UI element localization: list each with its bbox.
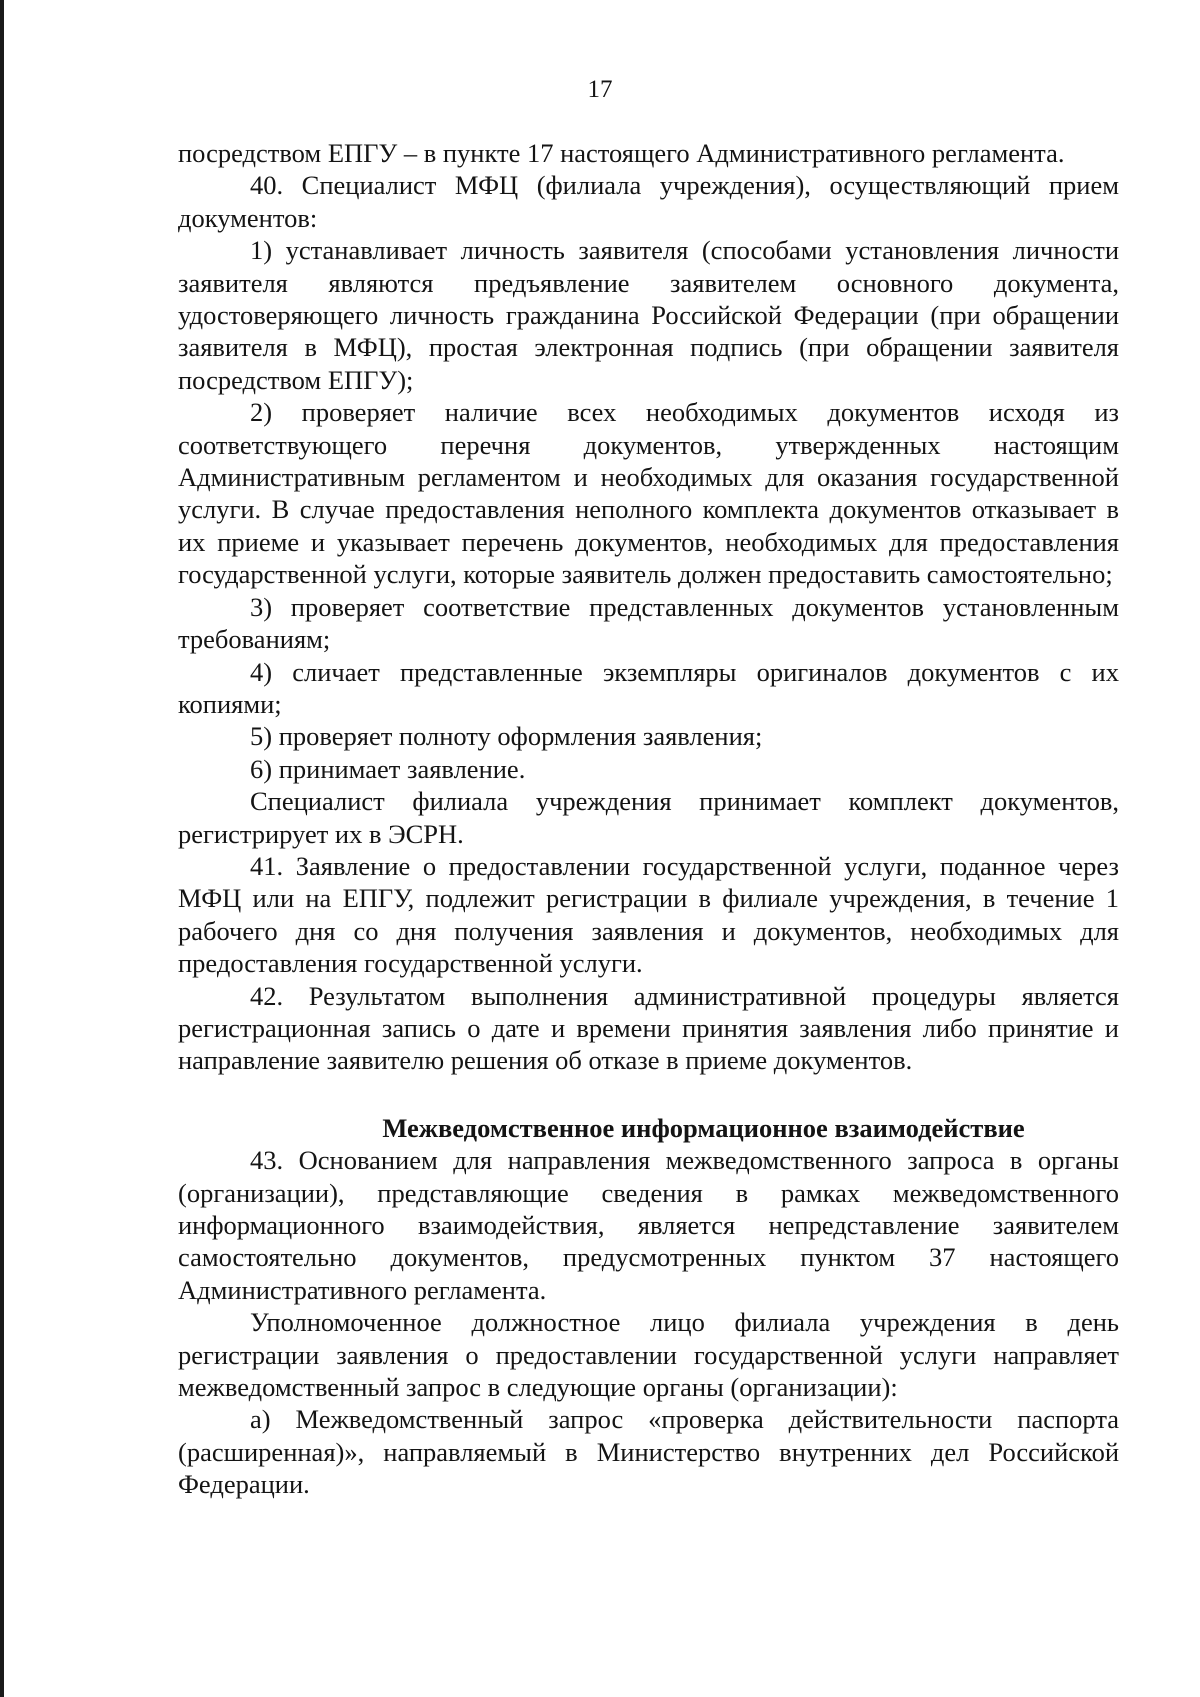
list-item-2: 2) проверяет наличие всех необходимых документов исходя из соответствующего перечня документов, утвержденных настоящим Административным регламентом и необходимых для оказания государственной услуги. В случае предоставления неполного комплекта документов отказывает в их приеме и указывает перечень документов, необходимых для предоставления государственной услуги, которые заявитель должен предоставить самостоятельно; xyxy=(178,397,1119,590)
list-item-1: 1) устанавливает личность заявителя (способами установления личности заявителя являются предъявление заявителем основного документа, удостоверяющего личность гражданина Российской Федерации (при обращении заявителя в МФЦ), простая электронная подпись (при обращении заявителя посредством ЕПГУ); xyxy=(178,235,1119,395)
list-item-4: 4) сличает представленные экземпляры оригиналов документов с их копиями; xyxy=(178,656,1119,719)
paragraph-authorized-official: Уполномоченное должностное лицо филиала учреждения в день регистрации заявления о предоставлении государственной услуги направляет межведомственный запрос в следующие органы (организации): xyxy=(178,1307,1119,1403)
paragraph-41: 41. Заявление о предоставлении государственной услуги, поданное через МФЦ или на ЕПГУ, подлежит регистрации в филиале учреждения, в течение 1 рабочего дня со дня получения заявления и документов, необходимых для предоставления государственной услуги. xyxy=(178,850,1119,979)
section-heading: Межведомственное информационное взаимодействие xyxy=(382,1112,1025,1143)
paragraph-43: 43. Основанием для направления межведомственного запроса в органы (организации), представляющие сведения в рамках межведомственного информационного взаимодействия, является непредставление заявителем самостоятельно документов, предусмотренных пунктом 37 настоящего Административного регламента. xyxy=(178,1145,1119,1305)
document-body xyxy=(178,137,1119,1501)
list-item-a: а) Межведомственный запрос «проверка действительности паспорта (расширенная)», направляемый в Министерство внутренних дел Российской Федерации. xyxy=(178,1404,1119,1500)
paragraph-42: 42. Результатом выполнения административной процедуры является регистрационная запись о дате и времени принятия заявления либо принятие и направление заявителю решения об отказе в приеме документов. xyxy=(178,980,1119,1076)
paragraph-40: 40. Специалист МФЦ (филиала учреждения), осуществляющий прием документов: xyxy=(178,170,1119,233)
list-item-3: 3) проверяет соответствие представленных документов установленным требованиям; xyxy=(178,591,1119,655)
scan-border xyxy=(0,0,4,1697)
page-number: 17 xyxy=(587,76,613,103)
paragraph-specialist: Специалист филиала учреждения принимает комплект документов, регистрирует их в ЭСРН. xyxy=(178,786,1119,849)
list-item-5: 5) проверяет полноту оформления заявления; xyxy=(250,721,763,752)
list-item-6: 6) принимает заявление. xyxy=(250,753,526,784)
paragraph-continuation: посредством ЕПГУ – в пункте 17 настоящего Административного регламента. xyxy=(178,138,1065,168)
